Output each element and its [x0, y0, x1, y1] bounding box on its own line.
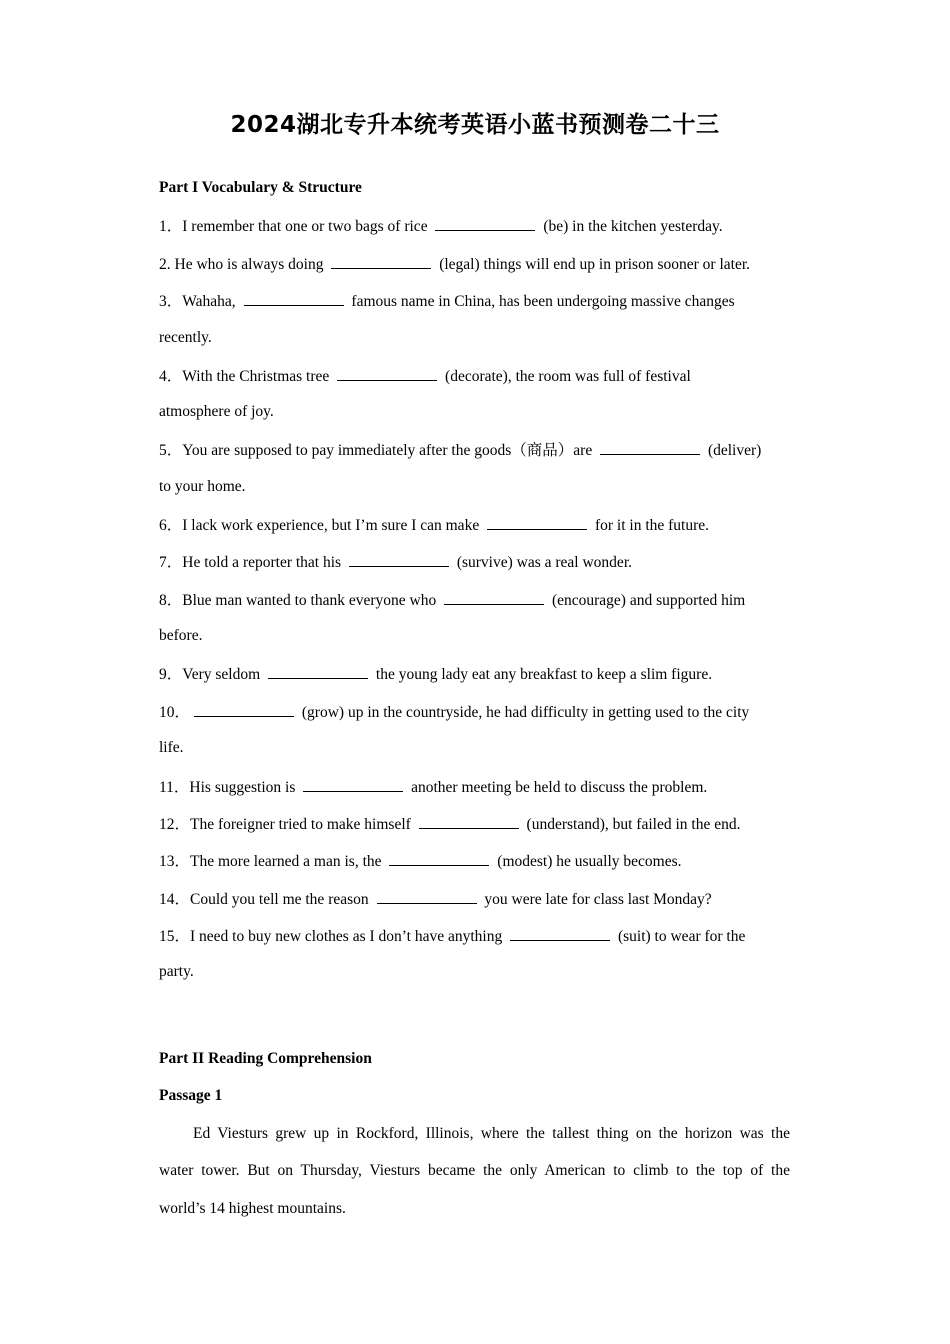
question-text: you were late for class last Monday?: [480, 891, 712, 908]
answer-blank[interactable]: [194, 701, 294, 717]
question-text: (encourage) and supported him: [548, 592, 746, 609]
question-text: 9．Very seldom: [159, 666, 265, 683]
question-continuation: atmosphere of joy.: [159, 403, 274, 420]
question-text: 4．With the Christmas tree: [159, 368, 334, 385]
question-item: [159, 514, 709, 536]
passage-title: Passage 1: [159, 1087, 223, 1104]
question-continuation: to your home.: [159, 478, 246, 495]
question-text: 15．I need to buy new clothes as I don’t have anything: [159, 928, 507, 945]
question-text: (understand), but failed in the end.: [522, 816, 741, 833]
question-text: 8．Blue man wanted to thank everyone who: [159, 592, 441, 609]
question-item: [159, 776, 707, 798]
question-text: 11．His suggestion is: [159, 779, 300, 796]
answer-blank[interactable]: [389, 850, 489, 866]
question-continuation: life.: [159, 739, 184, 756]
question-text: 14．Could you tell me the reason: [159, 891, 373, 908]
answer-blank[interactable]: [377, 888, 477, 904]
question-text: another meeting be held to discuss the problem.: [407, 779, 708, 796]
answer-blank[interactable]: [244, 290, 344, 306]
answer-blank[interactable]: [510, 925, 610, 941]
question-text: (grow) up in the countryside, he had difficulty in getting used to the city: [298, 704, 750, 721]
question-item: [159, 365, 691, 387]
passage-line: Ed Viesturs grew up in Rockford, Illinois, where the tallest thing on the horizon was the: [193, 1125, 790, 1142]
question-item: [159, 215, 723, 237]
question-text: 2. He who is always doing: [159, 256, 328, 273]
answer-blank[interactable]: [331, 253, 431, 269]
question-item: [159, 253, 750, 275]
passage-line: water tower. But on Thursday, Viesturs became the only American to climb to the top of the: [159, 1162, 790, 1179]
question-text: 6．I lack work experience, but I’m sure I can make: [159, 517, 484, 534]
question-text: 12．The foreigner tried to make himself: [159, 816, 415, 833]
part2-heading: Part II Reading Comprehension: [159, 1050, 372, 1067]
question-text: famous name in China, has been undergoing massive changes: [347, 293, 735, 310]
question-text: for it in the future.: [591, 517, 710, 534]
question-item: [159, 888, 712, 910]
question-item: [159, 850, 682, 872]
question-item: [159, 813, 740, 835]
answer-blank[interactable]: [419, 813, 519, 829]
answer-blank[interactable]: [337, 365, 437, 381]
answer-blank[interactable]: [600, 439, 700, 455]
question-text: 3．Wahaha,: [159, 293, 240, 310]
question-continuation: recently.: [159, 329, 212, 346]
question-text: 13．The more learned a man is, the: [159, 853, 386, 870]
page-title: 2024湖北专升本统考英语小蓝书预测卷二十三: [230, 112, 720, 138]
question-text: (decorate), the room was full of festival: [441, 368, 691, 385]
answer-blank[interactable]: [487, 514, 587, 530]
question-text: 1．I remember that one or two bags of rice: [159, 218, 432, 235]
question-continuation: party.: [159, 963, 194, 980]
answer-blank[interactable]: [435, 215, 535, 231]
question-text: 10．: [159, 704, 191, 721]
question-item: [159, 663, 712, 685]
answer-blank[interactable]: [268, 663, 368, 679]
question-text: (be) in the kitchen yesterday.: [539, 218, 723, 235]
question-text: (survive) was a real wonder.: [452, 554, 632, 571]
question-continuation: before.: [159, 627, 203, 644]
question-item: [159, 701, 749, 723]
passage-line: world’s 14 highest mountains.: [159, 1200, 346, 1217]
question-text: (modest) he usually becomes.: [493, 853, 682, 870]
question-text: the young lady eat any breakfast to keep a slim figure.: [372, 666, 713, 683]
question-item: [159, 925, 745, 947]
answer-blank[interactable]: [349, 551, 449, 567]
question-text: (deliver): [704, 442, 762, 459]
question-text: 7．He told a reporter that his: [159, 554, 345, 571]
question-text: (legal) things will end up in prison sooner or later.: [435, 256, 751, 273]
answer-blank[interactable]: [444, 589, 544, 605]
question-text: 5．You are supposed to pay immediately after the goods（商品）are: [159, 442, 597, 459]
question-text: (suit) to wear for the: [614, 928, 746, 945]
question-item: [159, 551, 632, 573]
answer-blank[interactable]: [303, 776, 403, 792]
question-item: [159, 439, 761, 461]
question-item: [159, 589, 745, 611]
question-item: [159, 290, 735, 312]
part1-heading: Part I Vocabulary & Structure: [159, 179, 362, 196]
